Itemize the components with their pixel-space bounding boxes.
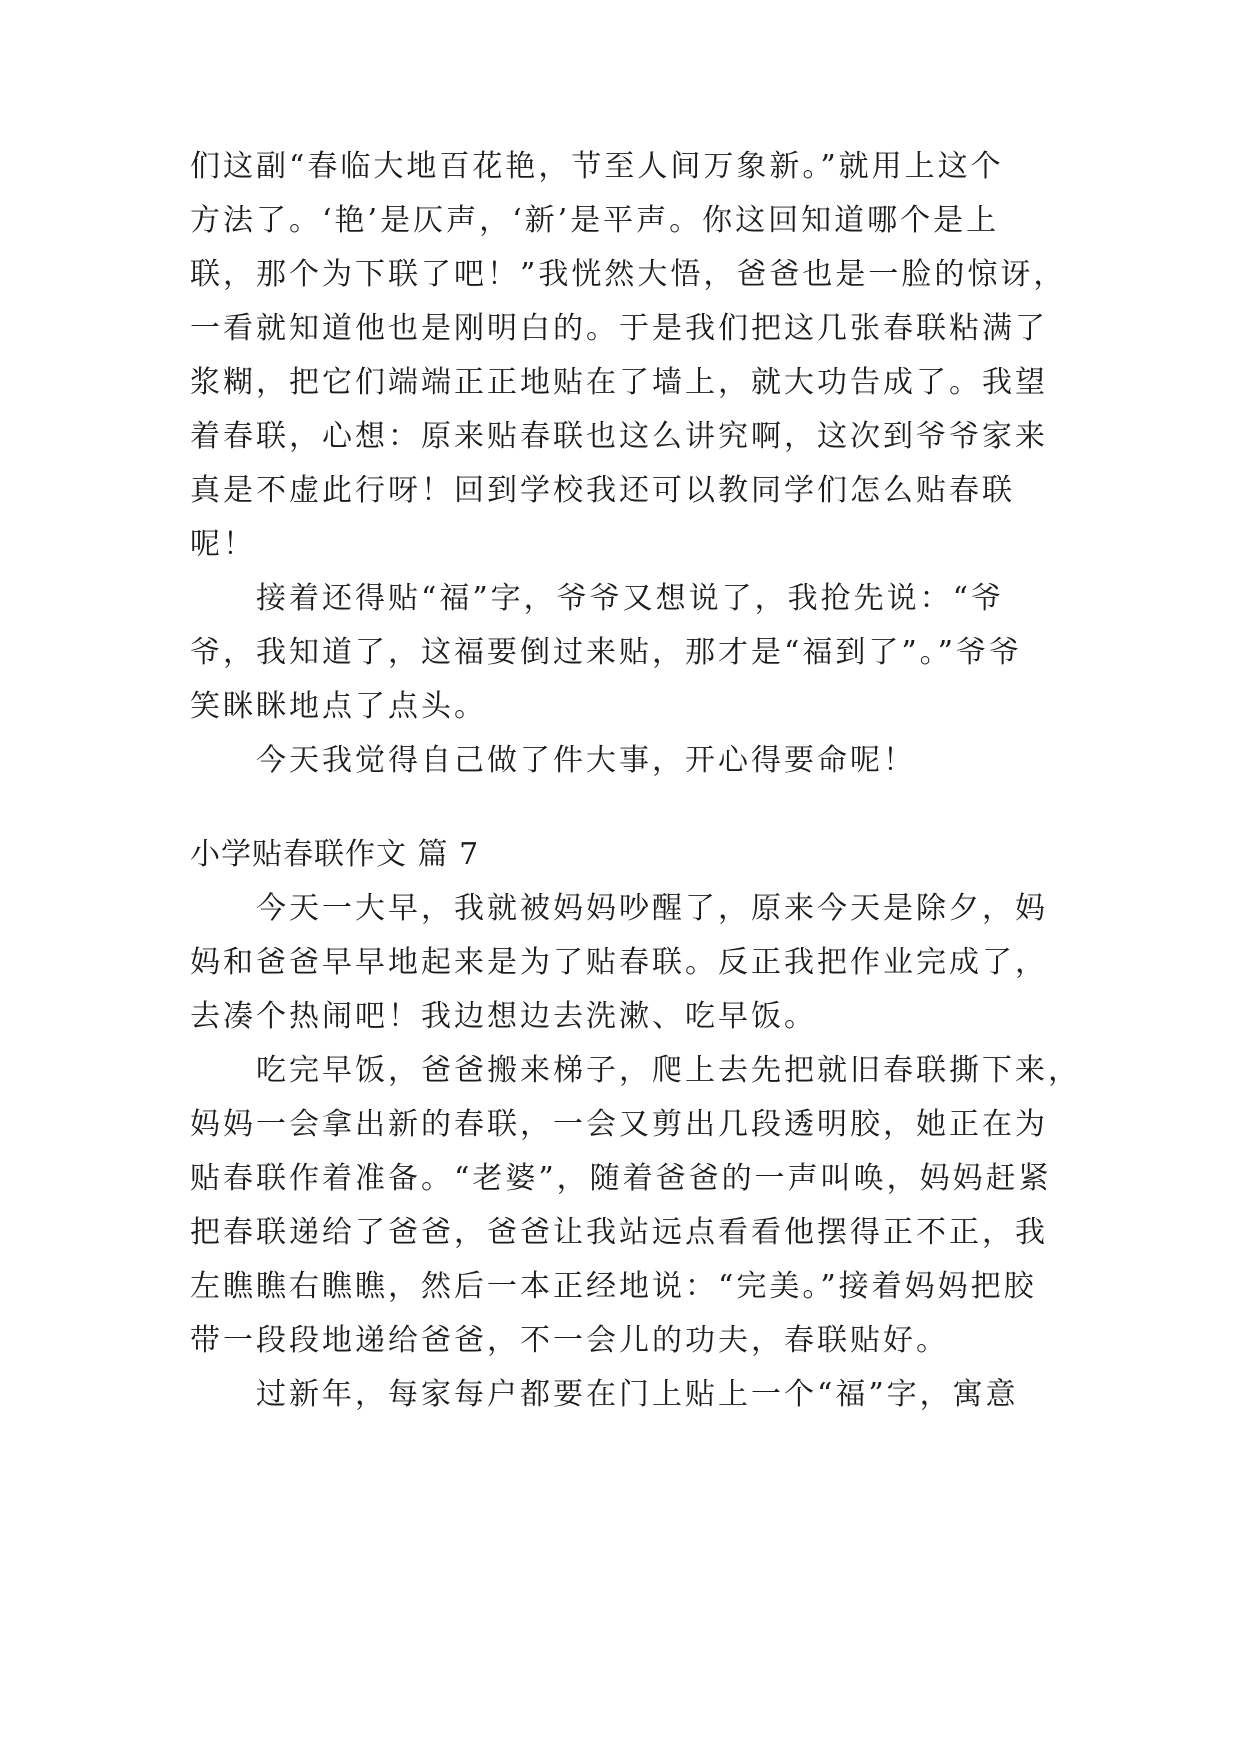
paragraph-first-line: 今天一大早，我就被妈妈吵醒了，原来今天是除夕，妈 [256, 891, 1048, 926]
text-line: 左瞧瞧右瞧瞧，然后一本正经地说：“完美。”接着妈妈把胶 [190, 1269, 1037, 1304]
text-line: 把春联递给了爸爸，爸爸让我站远点看看他摆得正不正，我 [190, 1215, 1048, 1250]
paragraph-first-line: 今天我觉得自己做了件大事，开心得要命呢！ [256, 743, 916, 778]
text-line: 方法了。‘艳’是仄声，‘新’是平声。你这回知道哪个是上 [190, 203, 1000, 238]
paragraph-first-line: 过新年，每家每户都要在门上贴上一个“福”字，寓意 [256, 1377, 1019, 1412]
text-line: 真是不虚此行呀！回到学校我还可以教同学们怎么贴春联 [190, 473, 1015, 508]
text-line: 妈妈一会拿出新的春联，一会又剪出几段透明胶，她正在为 [190, 1107, 1048, 1142]
text-line: 浆糊，把它们端端正正地贴在了墙上，就大功告成了。我望 [190, 365, 1048, 400]
text-line: 呢！ [190, 527, 256, 562]
text-line: 们这副“春临大地百花艳，节至人间万象新。”就用上这个 [190, 149, 1004, 184]
paragraph-first-line: 接着还得贴“福”字，爷爷又想说了，我抢先说：“爷 [256, 581, 1005, 616]
text-line: 去凑个热闹吧！我边想边去洗漱、吃早饭。 [190, 999, 817, 1034]
text-line: 着春联，心想：原来贴春联也这么讲究啊，这次到爷爷家来 [190, 419, 1048, 454]
text-line: 联，那个为下联了吧！”我恍然大悟，爸爸也是一脸的惊讶， [190, 257, 1067, 292]
section-title: 小学贴春联作文 篇 7 [190, 837, 480, 872]
text-line: 贴春联作着准备。“老婆”，随着爸爸的一声叫唤，妈妈赶紧 [190, 1161, 1052, 1196]
text-line: 妈和爸爸早早地起来是为了贴春联。反正我把作业完成了， [190, 945, 1048, 980]
text-line: 带一段段地递给爸爸，不一会儿的功夫，春联贴好。 [190, 1323, 949, 1358]
text-line: 爷，我知道了，这福要倒过来贴，那才是“福到了”。”爷爷 [190, 635, 1023, 670]
text-line: 笑眯眯地点了点头。 [190, 689, 487, 724]
paragraph-first-line: 吃完早饭，爸爸搬来梯子，爬上去先把就旧春联撕下来， [256, 1053, 1081, 1088]
text-line: 一看就知道他也是刚明白的。于是我们把这几张春联粘满了 [190, 311, 1048, 346]
